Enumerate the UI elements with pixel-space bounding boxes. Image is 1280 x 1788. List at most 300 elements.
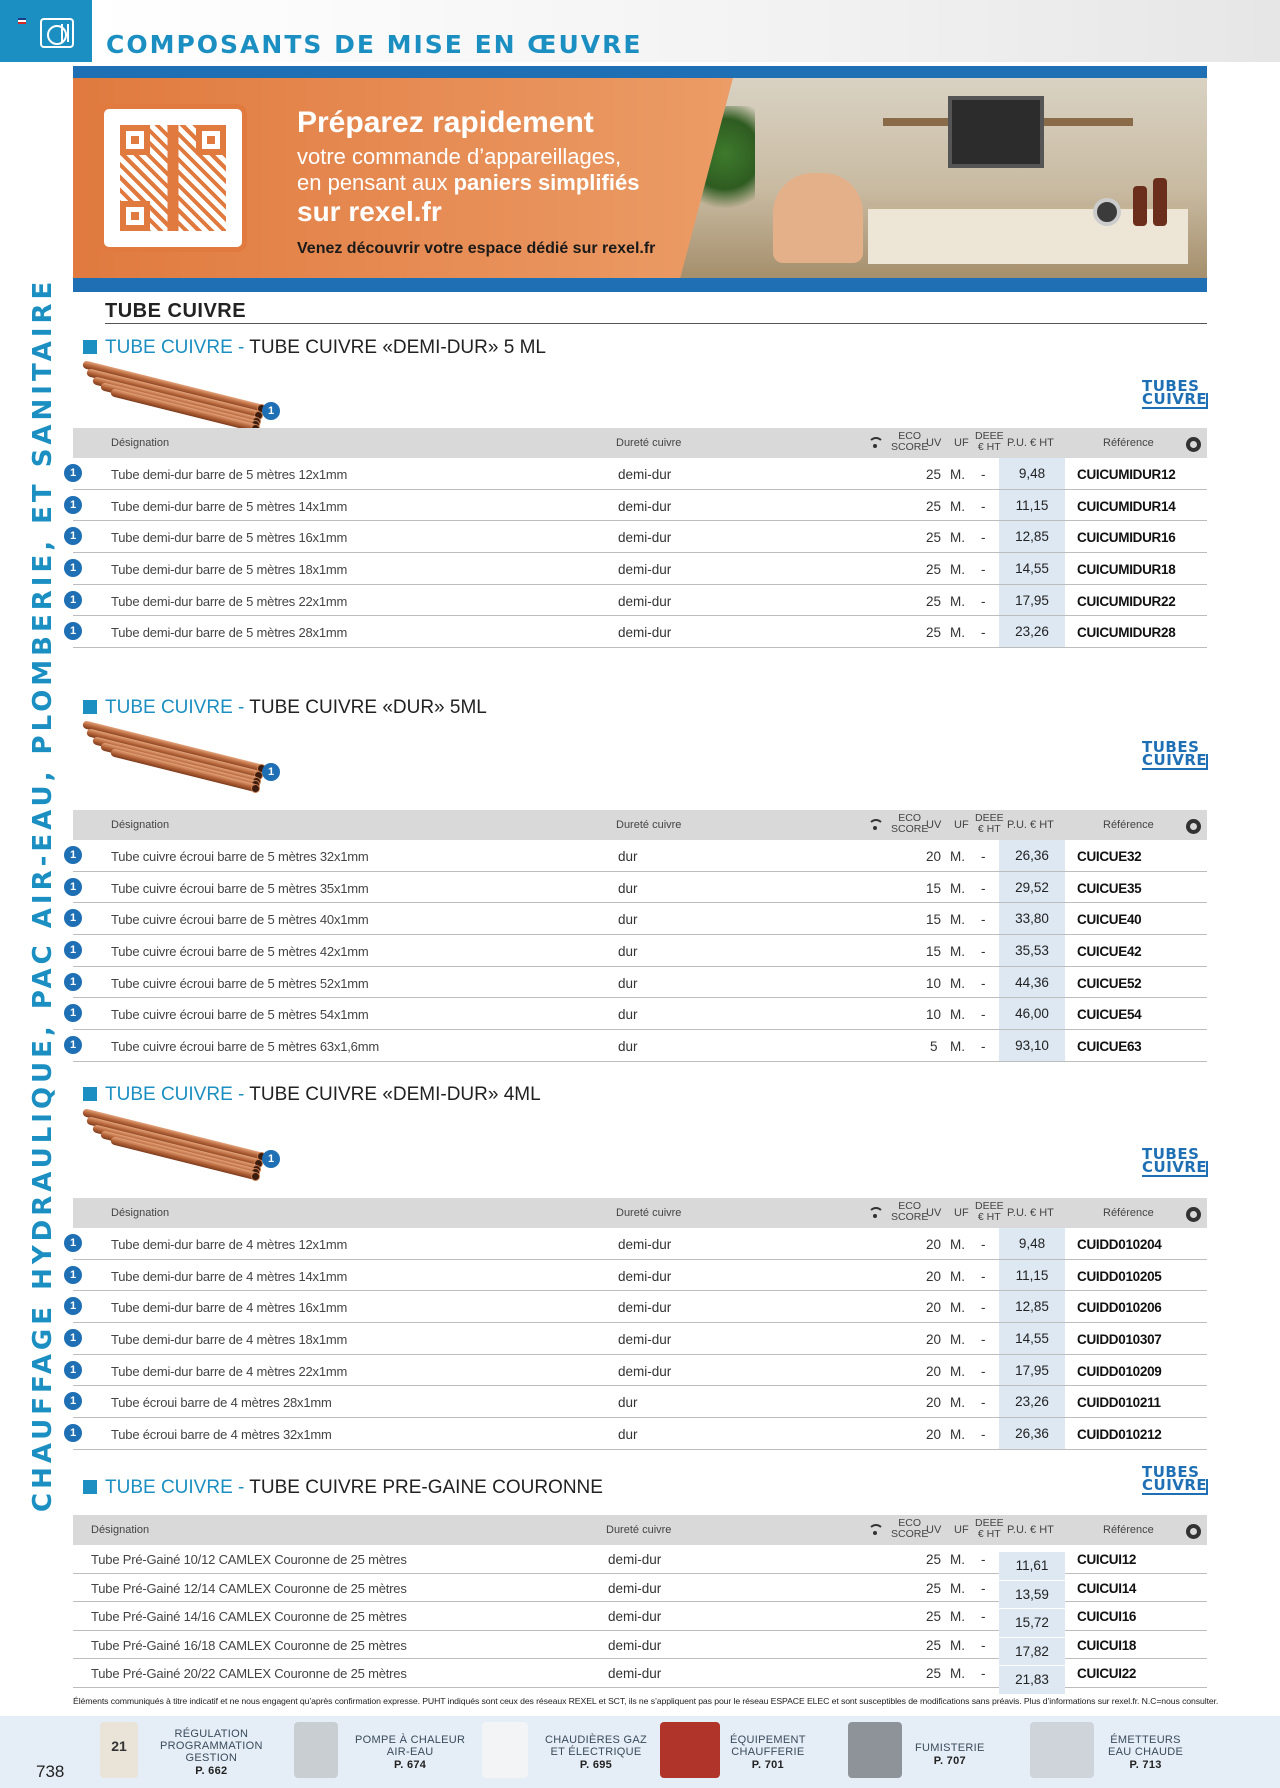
configure-icon[interactable] — [1186, 819, 1201, 834]
copper-tubes-image — [83, 1108, 273, 1170]
cell-uv: 25 — [926, 625, 942, 641]
footer-category-label: ÉMETTEURS — [1110, 1734, 1181, 1746]
row-number-badge: 1 — [64, 878, 82, 896]
cell-uf: M. — [950, 944, 965, 960]
cell-designation: Tube demi-dur barre de 5 mètres 28x1mm — [111, 625, 348, 641]
cell-price: 11,61 — [999, 1552, 1065, 1580]
footer-category-thumbnail[interactable] — [1030, 1722, 1094, 1778]
col-eco-score — [891, 1518, 928, 1540]
table-subtitle — [83, 337, 546, 359]
footer-category-label: ET ÉLECTRIQUE — [550, 1746, 642, 1758]
cell-durete: demi-dur — [608, 1637, 662, 1653]
logo-line-2: CUIVRE — [1142, 390, 1208, 408]
table-header — [73, 1515, 1207, 1545]
table-row[interactable] — [69, 1323, 1207, 1355]
cell-designation: Tube Pré-Gainé 14/16 CAMLEX Couronne de 25 mètres — [91, 1609, 407, 1624]
product-table — [73, 1515, 1207, 1688]
tubes-cuivre-logo — [1142, 1145, 1208, 1177]
cell-reference: CUIDD010211 — [1077, 1395, 1161, 1411]
cell-uf: M. — [950, 1363, 965, 1379]
deee-line-2: € HT — [977, 823, 1001, 835]
cell-uf: M. — [950, 975, 965, 991]
cell-reference: CUICUI16 — [1077, 1609, 1137, 1624]
subtitle-category: TUBE CUIVRE — [105, 1084, 233, 1105]
cell-price: 12,85 — [999, 1291, 1065, 1322]
footer-category-label: PROGRAMMATION — [160, 1740, 263, 1752]
cell-deee: - — [981, 912, 986, 928]
qr-code[interactable] — [99, 104, 247, 252]
configure-icon[interactable] — [1186, 437, 1201, 452]
image-number-badge: 1 — [262, 1150, 280, 1168]
section-divider — [105, 323, 1207, 324]
footer-category-label: CHAUDIÈRES GAZ — [545, 1734, 647, 1746]
tubes-cuivre-logo — [1142, 1463, 1208, 1495]
cell-deee: - — [981, 944, 986, 960]
table-row[interactable] — [69, 1228, 1207, 1260]
cell-deee: - — [981, 467, 986, 482]
cell-durete: demi-dur — [608, 1580, 662, 1596]
cell-deee: - — [981, 880, 986, 896]
cell-durete: demi-dur — [608, 1552, 662, 1567]
cell-durete: demi-dur — [618, 1300, 672, 1316]
cell-durete: demi-dur — [618, 562, 672, 578]
table-row[interactable] — [69, 1418, 1207, 1450]
eco-line-1: ECO — [898, 1200, 922, 1212]
table-row[interactable] — [69, 521, 1207, 553]
footer-category-link[interactable] — [1108, 1734, 1183, 1771]
footer-category-page: P. 662 — [195, 1765, 228, 1777]
table-row[interactable] — [73, 1545, 1207, 1574]
cell-uv: 20 — [926, 1268, 942, 1284]
cell-durete: demi-dur — [618, 593, 672, 609]
table-subtitle — [83, 1477, 603, 1499]
cell-price: 44,36 — [999, 967, 1065, 998]
col-designation: Désignation — [111, 1207, 170, 1219]
cell-uf: M. — [950, 880, 965, 896]
deee-line-1: DEEE — [975, 1200, 1004, 1212]
cell-price: 35,53 — [999, 935, 1065, 966]
table-row[interactable] — [69, 1030, 1207, 1062]
row-number-badge: 1 — [64, 559, 82, 577]
cell-durete: demi-dur — [618, 1268, 672, 1284]
cell-uv: 25 — [926, 1580, 942, 1596]
cell-designation: Tube cuivre écroui barre de 5 mètres 63x1,6mm — [111, 1039, 379, 1055]
cell-durete: dur — [618, 880, 638, 896]
subtitle-category: TUBE CUIVRE — [105, 1477, 233, 1498]
cell-reference: CUICUE52 — [1077, 975, 1142, 991]
col-designation: Désignation — [111, 819, 170, 831]
thermostat-display: 21 — [111, 1738, 127, 1754]
cell-deee: - — [981, 1552, 986, 1567]
cell-reference: CUICUE42 — [1077, 944, 1142, 960]
product-table — [69, 810, 1207, 1062]
table-row[interactable] — [69, 553, 1207, 585]
deee-line-1: DEEE — [975, 812, 1004, 824]
subtitle-separator: - — [232, 337, 250, 358]
cell-price: 46,00 — [999, 998, 1065, 1029]
cell-uv: 25 — [926, 467, 942, 482]
cell-uf: M. — [950, 1637, 965, 1653]
cell-price: 23,26 — [999, 1386, 1065, 1417]
col-uf: UF — [954, 437, 969, 449]
cell-price: 17,95 — [999, 1355, 1065, 1386]
cell-reference: CUIDD010206 — [1077, 1300, 1162, 1316]
col-deee — [975, 431, 1004, 453]
cell-price: 26,36 — [999, 1418, 1065, 1449]
cell-price: 17,95 — [999, 585, 1065, 616]
logo-line-1: TUBES — [1142, 738, 1200, 756]
cell-uv: 20 — [926, 1363, 942, 1379]
cell-uv: 25 — [926, 498, 942, 514]
cell-designation: Tube cuivre écroui barre de 5 mètres 35x1mm — [111, 880, 369, 896]
cell-deee: - — [981, 498, 986, 514]
banner-link-text[interactable]: sur rexel.fr — [297, 196, 442, 227]
cell-designation: Tube demi-dur barre de 4 mètres 22x1mm — [111, 1363, 348, 1379]
cell-uv: 20 — [926, 1237, 942, 1252]
eco-line-1: ECO — [898, 1517, 922, 1529]
cell-uf: M. — [950, 1007, 965, 1023]
footer-category-label: FUMISTERIE — [915, 1742, 985, 1754]
eco-line-2: SCORE — [891, 441, 929, 453]
footer-category-thumbnail[interactable] — [294, 1722, 338, 1778]
row-number-badge: 1 — [64, 527, 82, 545]
cell-uf: M. — [950, 1300, 965, 1316]
cell-deee: - — [981, 1580, 986, 1596]
col-price: P.U. € HT — [1007, 1207, 1054, 1219]
cell-reference: CUIDD010307 — [1077, 1332, 1162, 1348]
table-subtitle — [83, 1084, 541, 1106]
footer-category-label: ÉQUIPEMENT — [730, 1734, 806, 1746]
bullet-square-icon — [83, 1087, 97, 1101]
cell-deee: - — [981, 1395, 986, 1411]
cell-durete: demi-dur — [618, 498, 672, 514]
cell-designation: Tube demi-dur barre de 5 mètres 12x1mm — [111, 467, 348, 482]
deee-line-1: DEEE — [975, 1517, 1004, 1529]
cell-durete: demi-dur — [618, 625, 672, 641]
col-price: P.U. € HT — [1007, 437, 1054, 449]
col-reference: Référence — [1103, 819, 1154, 831]
table-row[interactable] — [69, 998, 1207, 1030]
cell-uv: 25 — [926, 562, 942, 578]
connectivity-icon — [868, 1524, 882, 1534]
col-reference: Référence — [1103, 437, 1154, 449]
row-number-badge: 1 — [64, 464, 82, 482]
cell-designation: Tube Pré-Gainé 16/18 CAMLEX Couronne de 25 mètres — [91, 1637, 407, 1653]
copper-tubes-image — [83, 720, 273, 782]
connectivity-icon — [868, 437, 882, 447]
cell-deee: - — [981, 1427, 986, 1443]
row-number-badge: 1 — [64, 1036, 82, 1054]
cell-reference: CUICUMIDUR14 — [1077, 498, 1176, 514]
logo-line-2: CUIVRE — [1142, 1476, 1208, 1494]
banner-cta[interactable]: Venez découvrir votre espace dédié sur rexel.fr — [297, 240, 656, 257]
subtitle-text: TUBE CUIVRE «DUR» 5ML — [249, 697, 487, 718]
image-number-badge: 1 — [262, 402, 280, 420]
cell-reference: CUICUE54 — [1077, 1007, 1142, 1023]
col-deee — [975, 1201, 1004, 1223]
eco-line-2: SCORE — [891, 1528, 929, 1540]
row-number-badge: 1 — [64, 591, 82, 609]
col-deee — [975, 1518, 1004, 1540]
cell-price: 33,80 — [999, 903, 1065, 934]
cell-uf: M. — [950, 1552, 965, 1567]
table-row[interactable] — [69, 872, 1207, 904]
cell-price: 26,36 — [999, 840, 1065, 871]
table-row[interactable] — [73, 1659, 1207, 1688]
cell-uv: 20 — [926, 849, 942, 864]
table-row[interactable] — [69, 490, 1207, 522]
cell-price: 14,55 — [999, 553, 1065, 584]
col-reference: Référence — [1103, 1524, 1154, 1536]
table-row[interactable] — [69, 967, 1207, 999]
cell-deee: - — [981, 849, 986, 864]
cell-price: 13,59 — [999, 1581, 1065, 1609]
col-reference: Référence — [1103, 1207, 1154, 1219]
cell-uf: M. — [950, 849, 965, 864]
page-number: 738 — [36, 1762, 65, 1781]
bullet-square-icon — [83, 700, 97, 714]
subtitle-separator: - — [232, 1477, 250, 1498]
table-row[interactable] — [73, 1602, 1207, 1631]
configure-icon[interactable] — [1186, 1207, 1201, 1222]
cell-deee: - — [981, 1300, 986, 1316]
cell-durete: dur — [618, 912, 638, 928]
row-number-badge: 1 — [64, 909, 82, 927]
cell-designation: Tube demi-dur barre de 4 mètres 12x1mm — [111, 1237, 348, 1252]
cell-designation: Tube Pré-Gainé 10/12 CAMLEX Couronne de 25 mètres — [91, 1552, 407, 1567]
cell-designation: Tube écroui barre de 4 mètres 28x1mm — [111, 1395, 332, 1411]
subtitle-category: TUBE CUIVRE — [105, 337, 233, 358]
cell-uf: M. — [950, 530, 965, 546]
col-uf: UF — [954, 819, 969, 831]
cell-durete: dur — [618, 1039, 638, 1055]
col-durete: Dureté cuivre — [616, 819, 682, 831]
cell-durete: dur — [618, 1395, 638, 1411]
table-header — [73, 810, 1207, 840]
col-eco-score — [891, 813, 928, 835]
table-row[interactable] — [69, 1260, 1207, 1292]
promo-banner[interactable] — [73, 66, 1207, 292]
cell-uf: M. — [950, 467, 965, 482]
cell-durete: dur — [618, 1427, 638, 1443]
table-header — [73, 1198, 1207, 1228]
footer-category-thumbnail[interactable] — [848, 1722, 902, 1778]
col-uv: UV — [926, 437, 942, 449]
cell-durete: demi-dur — [608, 1666, 662, 1681]
subtitle-text: TUBE CUIVRE «DEMI-DUR» 4ML — [249, 1084, 541, 1105]
cell-designation: Tube demi-dur barre de 4 mètres 18x1mm — [111, 1332, 348, 1348]
footer-category-label: RÉGULATION — [174, 1728, 249, 1740]
banner-headline: Préparez rapidement — [297, 106, 594, 139]
cell-uf: M. — [950, 1580, 965, 1596]
logo-line-1: TUBES — [1142, 1463, 1200, 1481]
eco-line-2: SCORE — [891, 1211, 929, 1223]
cell-uf: M. — [950, 1395, 965, 1411]
cell-reference: CUIDD010204 — [1077, 1237, 1162, 1252]
cell-deee: - — [981, 1609, 986, 1624]
header-corner-tab — [0, 0, 92, 62]
subtitle-text: TUBE CUIVRE «DEMI-DUR» 5 ML — [249, 337, 546, 358]
cell-deee: - — [981, 975, 986, 991]
footer-category-page: P. 674 — [394, 1759, 427, 1771]
cell-price: 14,55 — [999, 1323, 1065, 1354]
french-flag-icon — [18, 18, 26, 24]
cell-uv: 25 — [926, 530, 942, 546]
row-number-badge: 1 — [64, 1004, 82, 1022]
cell-designation: Tube cuivre écroui barre de 5 mètres 32x1mm — [111, 849, 369, 864]
table-row[interactable] — [69, 840, 1207, 872]
row-number-badge: 1 — [64, 973, 82, 991]
row-number-badge: 1 — [64, 1234, 82, 1252]
cell-reference: CUICUI14 — [1077, 1580, 1137, 1596]
deee-line-1: DEEE — [975, 430, 1004, 442]
col-uv: UV — [926, 1207, 942, 1219]
table-row[interactable] — [69, 458, 1207, 490]
row-number-badge: 1 — [64, 1329, 82, 1347]
cell-uf: M. — [950, 625, 965, 641]
cell-uv: 10 — [926, 1007, 942, 1023]
table-row[interactable] — [69, 935, 1207, 967]
col-uf: UF — [954, 1524, 969, 1536]
cell-designation: Tube demi-dur barre de 5 mètres 16x1mm — [111, 530, 348, 546]
cell-deee: - — [981, 1007, 986, 1023]
cell-uf: M. — [950, 1609, 965, 1624]
product-table — [69, 1198, 1207, 1450]
table-row[interactable] — [73, 1631, 1207, 1660]
cell-designation: Tube demi-dur barre de 5 mètres 18x1mm — [111, 562, 348, 578]
cell-reference: CUIDD010209 — [1077, 1363, 1162, 1379]
col-durete: Dureté cuivre — [616, 437, 682, 449]
cell-uv: 25 — [926, 1637, 942, 1653]
table-row[interactable] — [69, 1291, 1207, 1323]
cell-reference: CUICUMIDUR28 — [1077, 625, 1176, 641]
cell-durete: demi-dur — [618, 467, 672, 482]
footer-category-link[interactable] — [915, 1742, 985, 1767]
cell-price: 12,85 — [999, 521, 1065, 552]
cell-reference: CUICUI12 — [1077, 1552, 1137, 1567]
product-table — [69, 428, 1207, 648]
footer-category-thumbnail[interactable] — [482, 1722, 528, 1778]
cell-reference: CUICUE32 — [1077, 849, 1142, 864]
deee-line-2: € HT — [977, 441, 1001, 453]
cell-designation: Tube demi-dur barre de 5 mètres 22x1mm — [111, 593, 348, 609]
cell-designation: Tube écroui barre de 4 mètres 32x1mm — [111, 1427, 332, 1443]
footer-category-thumbnail[interactable] — [660, 1722, 720, 1778]
tubes-cuivre-logo — [1142, 738, 1208, 770]
bullet-square-icon — [83, 1480, 97, 1494]
footer-category-label: POMPE À CHALEUR — [355, 1734, 466, 1746]
cell-uv: 25 — [926, 1666, 942, 1681]
cell-uf: M. — [950, 912, 965, 928]
legal-footnote: Éléments communiqués à titre indicatif et ne nous engagent qu’après confirmation expresse. PUHT indiqués sont ceux des réseaux REXEL et SCT, ils ne s’appliquent pas pour le réseau ESPACE ELEC et sont susceptibles de modifications sans préavis. Plus d’informations sur rexel.fr. N.C=nous consulter. — [73, 1696, 1219, 1706]
cell-uv: 20 — [926, 1395, 942, 1411]
banner-line-3: en pensant aux paniers simplifiés — [297, 170, 640, 195]
cell-deee: - — [981, 1666, 986, 1681]
deee-line-2: € HT — [977, 1211, 1001, 1223]
cell-designation: Tube Pré-Gainé 12/14 CAMLEX Couronne de 25 mètres — [91, 1580, 407, 1596]
cell-price: 21,83 — [999, 1666, 1065, 1694]
col-durete: Dureté cuivre — [606, 1524, 672, 1536]
cell-deee: - — [981, 1332, 986, 1348]
col-price: P.U. € HT — [1007, 819, 1054, 831]
copper-tubes-image — [83, 360, 273, 422]
cell-uv: 25 — [926, 1552, 942, 1567]
eco-line-1: ECO — [898, 430, 922, 442]
footer-category-link[interactable] — [355, 1734, 465, 1771]
footer-category-label: EAU CHAUDE — [1108, 1746, 1184, 1758]
tubes-cuivre-logo — [1142, 377, 1208, 409]
cell-deee: - — [981, 1237, 986, 1252]
cell-uv: 10 — [926, 975, 942, 991]
table-row[interactable] — [73, 1574, 1207, 1603]
cell-designation: Tube Pré-Gainé 20/22 CAMLEX Couronne de 25 mètres — [91, 1666, 407, 1681]
cell-price: 11,15 — [999, 1260, 1065, 1291]
cell-durete: dur — [618, 944, 638, 960]
row-number-badge: 1 — [64, 1392, 82, 1410]
configure-icon[interactable] — [1186, 1524, 1201, 1539]
footer-category-thumbnail[interactable] — [100, 1722, 138, 1778]
table-row[interactable] — [69, 903, 1207, 935]
image-number-badge: 1 — [262, 763, 280, 781]
col-uf: UF — [954, 1207, 969, 1219]
col-durete: Dureté cuivre — [616, 1207, 682, 1219]
cell-uv: 25 — [926, 593, 942, 609]
table-row[interactable] — [69, 585, 1207, 617]
cell-uf: M. — [950, 562, 965, 578]
cell-durete: dur — [618, 1007, 638, 1023]
cell-price: 9,48 — [999, 1228, 1065, 1259]
cell-uv: 25 — [926, 1609, 942, 1624]
row-number-badge: 1 — [64, 846, 82, 864]
logo-line-1: TUBES — [1142, 377, 1200, 395]
footer-category-label: GESTION — [185, 1752, 238, 1764]
table-row[interactable] — [69, 1355, 1207, 1387]
boiler-icon — [40, 18, 74, 48]
col-uv: UV — [926, 1524, 942, 1536]
cell-reference: CUICUI22 — [1077, 1666, 1137, 1681]
col-uv: UV — [926, 819, 942, 831]
cell-designation: Tube demi-dur barre de 4 mètres 14x1mm — [111, 1268, 348, 1284]
footer-category-label: AIR-EAU — [386, 1746, 434, 1758]
cell-uv: 20 — [926, 1300, 942, 1316]
cell-designation: Tube cuivre écroui barre de 5 mètres 40x1mm — [111, 912, 369, 928]
cell-price: 15,72 — [999, 1609, 1065, 1637]
cell-designation: Tube cuivre écroui barre de 5 mètres 52x1mm — [111, 975, 369, 991]
footer-category-link[interactable] — [160, 1728, 263, 1777]
table-row[interactable] — [69, 616, 1207, 648]
cell-uv: 20 — [926, 1427, 942, 1443]
footer-category-link[interactable] — [545, 1734, 647, 1771]
cell-durete: dur — [618, 975, 638, 991]
cell-price: 11,15 — [999, 490, 1065, 521]
cell-uf: M. — [950, 593, 965, 609]
footer-category-page: P. 695 — [579, 1759, 613, 1771]
cell-deee: - — [981, 625, 986, 641]
cell-uv: 15 — [926, 880, 942, 896]
row-number-badge: 1 — [64, 1424, 82, 1442]
page-title: COMPOSANTS DE MISE EN ŒUVRE — [106, 30, 643, 59]
section-title: TUBE CUIVRE — [105, 300, 247, 322]
cell-deee: - — [981, 593, 986, 609]
cell-durete: demi-dur — [618, 1237, 672, 1252]
cell-reference: CUICUE63 — [1077, 1039, 1142, 1055]
row-number-badge: 1 — [64, 496, 82, 514]
table-row[interactable] — [69, 1386, 1207, 1418]
side-category-label: CHAUFFAGE HYDRAULIQUE, PAC AIR-EAU, PLOMBERIE, ET SANITAIRE — [28, 277, 58, 1512]
row-number-badge: 1 — [64, 1266, 82, 1284]
footer-category-link[interactable] — [730, 1734, 806, 1771]
cell-uv: 20 — [926, 1332, 942, 1348]
